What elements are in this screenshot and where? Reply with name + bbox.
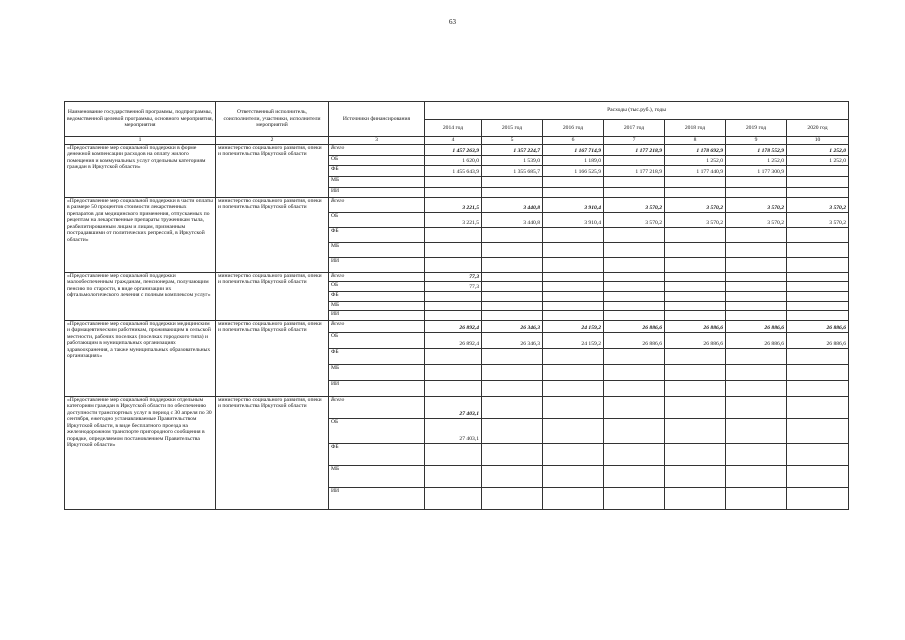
amount-cell [726, 281, 787, 291]
amount-cell: 1 539,0 [482, 155, 543, 165]
column-index: 3 [329, 137, 425, 145]
amount-cell: 77,3 [425, 272, 482, 281]
amount-cell [787, 380, 849, 396]
amount-cell [425, 364, 482, 380]
amount-cell [425, 227, 482, 242]
amount-cell [482, 310, 543, 320]
amount-cell [665, 291, 726, 301]
amount-cell [482, 272, 543, 281]
executor-cell: министерство социального развития, опеки и попечительства Иркутской области [216, 272, 329, 320]
amount-cell [482, 227, 543, 242]
financing-source-cell: Всего [329, 197, 425, 212]
amount-cell: 1 357 224,7 [482, 144, 543, 155]
amount-cell [425, 176, 482, 187]
executor-cell: министерство социального развития, опеки и попечительства Иркутской области [216, 320, 329, 396]
financing-source-cell: ОБ [329, 332, 425, 348]
column-index: 1 [65, 137, 216, 145]
amount-cell [665, 380, 726, 396]
amount-cell [604, 291, 665, 301]
amount-cell [726, 443, 787, 465]
financing-source-cell: ФБ [329, 348, 425, 364]
financing-source-cell: ОБ [329, 418, 425, 443]
amount-cell [604, 465, 665, 487]
amount-cell: 3 910,4 [543, 197, 604, 212]
amount-cell: 1 178 692,9 [665, 144, 726, 155]
amount-cell [665, 396, 726, 418]
financing-source-cell: ОБ [329, 212, 425, 227]
column-index: 9 [726, 137, 787, 145]
amount-cell [726, 187, 787, 197]
amount-cell [604, 364, 665, 380]
amount-cell [543, 396, 604, 418]
amount-cell: 26 886,6 [665, 320, 726, 332]
header-year: 2014 год [425, 120, 482, 137]
financing-source-cell: ОБ [329, 281, 425, 291]
column-index: 6 [543, 137, 604, 145]
amount-cell [604, 418, 665, 443]
financing-source-cell: Всего [329, 396, 425, 418]
executor-cell: министерство социального развития, опеки и попечительства Иркутской области [216, 144, 329, 197]
amount-cell [787, 418, 849, 443]
amount-cell [726, 380, 787, 396]
amount-cell [425, 187, 482, 197]
amount-cell [604, 310, 665, 320]
amount-cell: 27 403,1 [425, 396, 482, 418]
header-financing-source: Источники финансирования [329, 102, 425, 137]
amount-cell: 1 177 218,9 [604, 144, 665, 155]
amount-cell [665, 301, 726, 310]
amount-cell: 1 252,0 [787, 144, 849, 155]
amount-cell [787, 348, 849, 364]
table-row [65, 396, 849, 418]
amount-cell: 1 177 300,9 [726, 165, 787, 176]
amount-cell [543, 291, 604, 301]
amount-cell [665, 176, 726, 187]
amount-cell [787, 465, 849, 487]
amount-cell [604, 155, 665, 165]
amount-cell [787, 272, 849, 281]
financing-source-cell: ИИ [329, 310, 425, 320]
amount-cell [425, 487, 482, 509]
amount-cell: 3 570,2 [726, 197, 787, 212]
amount-cell: 1 167 714,9 [543, 144, 604, 155]
amount-cell: 24 159,2 [543, 332, 604, 348]
amount-cell: 1 620,0 [425, 155, 482, 165]
table-row [65, 144, 849, 155]
financing-source-cell: ИИ [329, 187, 425, 197]
header-year: 2018 год [665, 120, 726, 137]
amount-cell [543, 227, 604, 242]
amount-cell [543, 443, 604, 465]
amount-cell [482, 176, 543, 187]
amount-cell: 26 886,6 [726, 332, 787, 348]
amount-cell: 3 440,8 [482, 212, 543, 227]
program-name-cell: «Предоставление мер социальной поддержки отдельным категориям граждан в Иркутской области по обеспечению доступности транспортных услуг в период с 30 апреля по 30 сентября, ежегодно устанавливаемые Правительством Иркутской области, в виде бесплатного проезда на железнодорожном транспорте пригородного сообщения в порядке, определяемом постановлением Правительства Иркутской области» [65, 396, 216, 509]
financing-source-cell: ИИ [329, 487, 425, 509]
amount-cell: 3 221,5 [425, 212, 482, 227]
amount-cell: 24 159,2 [543, 320, 604, 332]
column-index: 2 [216, 137, 329, 145]
amount-cell [543, 465, 604, 487]
financing-source-cell: Всего [329, 320, 425, 332]
amount-cell: 26 892,4 [425, 320, 482, 332]
amount-cell: 3 910,4 [543, 212, 604, 227]
page-number: 63 [449, 18, 456, 26]
financing-source-cell: ФБ [329, 165, 425, 176]
amount-cell [665, 364, 726, 380]
header-expenses: Расходы (тыс.руб.), годы [425, 102, 849, 120]
amount-cell [604, 348, 665, 364]
column-index: 10 [787, 137, 849, 145]
amount-cell: 1 189,0 [543, 155, 604, 165]
amount-cell [425, 443, 482, 465]
amount-cell [604, 396, 665, 418]
amount-cell [665, 487, 726, 509]
amount-cell [787, 281, 849, 291]
amount-cell [604, 487, 665, 509]
amount-cell [787, 301, 849, 310]
amount-cell [665, 310, 726, 320]
amount-cell [787, 242, 849, 257]
amount-cell [543, 380, 604, 396]
amount-cell: 1 252,0 [787, 155, 849, 165]
amount-cell [787, 227, 849, 242]
amount-cell: 26 886,6 [787, 320, 849, 332]
program-name-cell: «Предоставление мер социальной поддержки в форме денежной компенсации расходов на оплату жилого помещения и коммунальных услуг отдельным категориям граждан в Иркутской области» [65, 144, 216, 197]
amount-cell [787, 443, 849, 465]
amount-cell [482, 257, 543, 272]
amount-cell [665, 257, 726, 272]
amount-cell [482, 465, 543, 487]
amount-cell [726, 227, 787, 242]
amount-cell: 3 570,2 [604, 197, 665, 212]
amount-cell: 3 221,5 [425, 197, 482, 212]
amount-cell: 3 570,2 [787, 197, 849, 212]
financing-source-cell: МБ [329, 176, 425, 187]
amount-cell [543, 187, 604, 197]
executor-cell: министерство социального развития, опеки и попечительства Иркутской области [216, 396, 329, 509]
amount-cell: 3 570,2 [726, 212, 787, 227]
amount-cell [482, 348, 543, 364]
amount-cell [482, 443, 543, 465]
amount-cell [787, 310, 849, 320]
amount-cell [543, 242, 604, 257]
amount-cell [787, 487, 849, 509]
financing-source-cell: ИИ [329, 257, 425, 272]
amount-cell: 26 886,6 [665, 332, 726, 348]
amount-cell [726, 242, 787, 257]
financing-source-cell: МБ [329, 242, 425, 257]
amount-cell [726, 487, 787, 509]
amount-cell [726, 465, 787, 487]
amount-cell [482, 380, 543, 396]
table-row [65, 197, 849, 212]
amount-cell [726, 396, 787, 418]
column-index: 4 [425, 137, 482, 145]
expenses-table [64, 101, 849, 510]
amount-cell [482, 396, 543, 418]
column-index: 8 [665, 137, 726, 145]
amount-cell [604, 176, 665, 187]
amount-cell [604, 272, 665, 281]
amount-cell [726, 291, 787, 301]
amount-cell: 1 177 218,9 [604, 165, 665, 176]
amount-cell: 1 455 643,9 [425, 165, 482, 176]
amount-cell [787, 187, 849, 197]
amount-cell [543, 418, 604, 443]
amount-cell [665, 272, 726, 281]
financing-source-cell: ФБ [329, 291, 425, 301]
amount-cell [787, 396, 849, 418]
amount-cell [665, 187, 726, 197]
amount-cell: 26 886,6 [726, 320, 787, 332]
column-index: 5 [482, 137, 543, 145]
header-year: 2017 год [604, 120, 665, 137]
amount-cell [482, 364, 543, 380]
amount-cell [787, 291, 849, 301]
financing-source-cell: Всего [329, 272, 425, 281]
amount-cell: 3 570,2 [604, 212, 665, 227]
financing-source-cell: ФБ [329, 443, 425, 465]
amount-cell [604, 301, 665, 310]
financing-source-cell: МБ [329, 301, 425, 310]
amount-cell [482, 291, 543, 301]
amount-cell [665, 281, 726, 291]
amount-cell [726, 348, 787, 364]
header-year: 2020 год [787, 120, 849, 137]
amount-cell: 26 886,6 [604, 320, 665, 332]
header-year: 2016 год [543, 120, 604, 137]
amount-cell: 26 886,6 [604, 332, 665, 348]
amount-cell [665, 227, 726, 242]
amount-cell [543, 272, 604, 281]
amount-cell [543, 176, 604, 187]
amount-cell: 1 252,0 [665, 155, 726, 165]
amount-cell [543, 310, 604, 320]
amount-cell: 1 177 440,9 [665, 165, 726, 176]
amount-cell: 27 403,1 [425, 418, 482, 443]
amount-cell [543, 257, 604, 272]
financing-source-cell: ФБ [329, 227, 425, 242]
program-name-cell: «Предоставление мер социальной поддержки медицинским и фармацевтическим работникам, проживающим в сельской местности, рабочих поселках (поселках городского типа) и работающим в муниципальных организациях здравоохранения, а также муниципальных образовательных организациях» [65, 320, 216, 396]
amount-cell [665, 348, 726, 364]
amount-cell [726, 257, 787, 272]
financing-source-cell: Всего [329, 144, 425, 155]
amount-cell: 77,3 [425, 281, 482, 291]
amount-cell [726, 301, 787, 310]
amount-cell: 3 570,2 [787, 212, 849, 227]
amount-cell [726, 176, 787, 187]
amount-cell [665, 465, 726, 487]
amount-cell: 1 178 552,9 [726, 144, 787, 155]
amount-cell: 26 346,3 [482, 332, 543, 348]
amount-cell [425, 242, 482, 257]
amount-cell [482, 301, 543, 310]
amount-cell [726, 418, 787, 443]
program-name-cell: «Предоставление мер социальной поддержки в части оплаты в размере 50 процентов стоимости лекарственных препаратов для медицинского применения, отпускаемых по рецептам на лекарственные препараты труженикам тыла, реабилитированным лицам и лицам, признанным пострадавшими от политических репрессий, в Иркутской области» [65, 197, 216, 272]
amount-cell [543, 364, 604, 380]
amount-cell [604, 443, 665, 465]
amount-cell [482, 418, 543, 443]
amount-cell [604, 187, 665, 197]
header-year: 2019 год [726, 120, 787, 137]
amount-cell: 26 346,3 [482, 320, 543, 332]
amount-cell: 3 570,2 [665, 212, 726, 227]
executor-cell: министерство социального развития, опеки и попечительства Иркутской области [216, 197, 329, 272]
amount-cell [482, 242, 543, 257]
amount-cell [665, 443, 726, 465]
header-program-name: Наименование государственной программы, подпрограммы, ведомственной целевой программы, основного мероприятия, мероприятия [65, 102, 216, 137]
amount-cell [787, 364, 849, 380]
amount-cell [425, 257, 482, 272]
amount-cell: 26 892,4 [425, 332, 482, 348]
amount-cell [425, 310, 482, 320]
amount-cell: 1 166 525,9 [543, 165, 604, 176]
amount-cell: 1 355 685,7 [482, 165, 543, 176]
amount-cell [425, 291, 482, 301]
amount-cell [665, 418, 726, 443]
column-index: 7 [604, 137, 665, 145]
amount-cell [604, 380, 665, 396]
amount-cell [665, 242, 726, 257]
table-row [65, 320, 849, 332]
amount-cell [425, 301, 482, 310]
amount-cell: 1 252,0 [726, 155, 787, 165]
amount-cell [543, 487, 604, 509]
amount-cell [787, 176, 849, 187]
program-name-cell: «Предоставление мер социальной поддержки малообеспеченным гражданам, пенсионерам, получающим пенсию по старости, в виде организации их офтальмологического лечения с полным комплексом услуг» [65, 272, 216, 320]
amount-cell [543, 281, 604, 291]
amount-cell [726, 272, 787, 281]
amount-cell: 3 570,2 [665, 197, 726, 212]
financing-source-cell: ИИ [329, 380, 425, 396]
header-executor: Ответственный исполнитель, соисполнители, участники, исполнители мероприятий [216, 102, 329, 137]
amount-cell [604, 227, 665, 242]
amount-cell [726, 310, 787, 320]
financing-source-cell: МБ [329, 364, 425, 380]
amount-cell [543, 348, 604, 364]
header-year: 2015 год [482, 120, 543, 137]
amount-cell [726, 364, 787, 380]
financing-source-cell: МБ [329, 465, 425, 487]
financing-source-cell: ОБ [329, 155, 425, 165]
table-row [65, 272, 849, 281]
amount-cell [482, 187, 543, 197]
amount-cell [482, 281, 543, 291]
amount-cell [604, 242, 665, 257]
amount-cell [425, 465, 482, 487]
amount-cell: 3 440,8 [482, 197, 543, 212]
amount-cell: 1 457 263,9 [425, 144, 482, 155]
amount-cell: 26 886,6 [787, 332, 849, 348]
amount-cell [482, 487, 543, 509]
amount-cell [787, 165, 849, 176]
amount-cell [425, 380, 482, 396]
amount-cell [425, 348, 482, 364]
amount-cell [604, 257, 665, 272]
amount-cell [787, 257, 849, 272]
amount-cell [604, 281, 665, 291]
amount-cell [543, 301, 604, 310]
